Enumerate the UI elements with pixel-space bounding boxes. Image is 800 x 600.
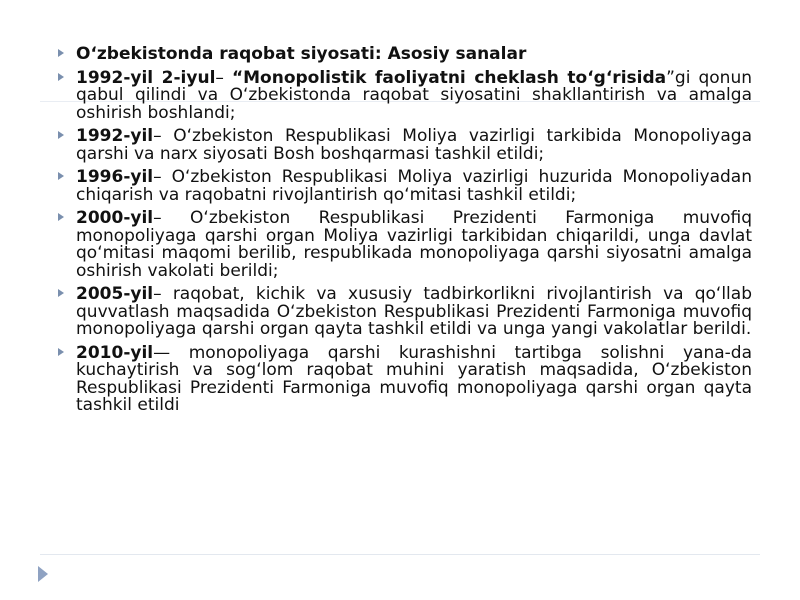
item-separator: — [153,342,189,363]
item-year: 1996-yil [76,167,154,187]
item-year: 1992-yil [76,126,154,146]
slide-title-text: O‘zbekistonda raqobat siyosati: Asosiy sanalar [76,44,527,64]
list-item [58,342,753,415]
item-year: 2010-yil [76,342,154,363]
footer-divider [40,554,760,555]
item-text: monopoliyaga qarshi kurashishni tartibga solishni yana-da kuchaytirish va sog‘lom raqobat muhini yaratish maqsadida, O‘zbekiston Respublikasi Prezidenti Farmoniga muvofiq monopoliyaga qarshi organ qayta tashkil etildi [76,342,753,415]
item-separator: – [153,126,174,146]
item-text: O‘zbekiston Respublikasi Moliya vazirligi tarkibida Monopoliyaga qarshi va narx siyosati Bosh boshqarmasi tashkil etildi; [76,126,752,164]
item-text: O‘zbekiston Respublikasi Moliya vazirligi huzurida Monopoliyadan chiqarish va raqobatni rivojlantirish qo‘mitasi tashkil etildi; [76,167,753,205]
item-text: O‘zbekiston Respublikasi Prezidenti Farmoniga muvofiq monopoliyaga qarshi organ Moliya vazirligi tarkibidan chiqarildi, unga davlat qo‘mitasi maqomi berilib, respublikada monopoliyaga qarshi siyosatni amalga oshirish vakolati berildi; [76,208,752,281]
bullet-arrow-icon [58,131,64,139]
bullet-list [58,46,752,421]
item-text: raqobat, kichik va xususiy tadbirkorlikni rivojlantirish va qo‘llab quvvatlash maqsadida O‘zbekiston Respublikasi Prezidenti Farmoniga muvofiq monopoliyaga qarshi organ qayta tashkil etildi va unga yangi vakolatlar berildi. [76,284,752,339]
item-year: 2000-yil [76,208,154,228]
bullet-arrow-icon [58,73,64,81]
list-item [58,210,752,280]
item-separator: – [153,167,172,187]
item-law-name: “Monopolistik faoliyatni cheklash to‘g‘risida [231,67,667,88]
list-item [58,169,752,204]
item-separator: – [153,284,173,304]
bullet-arrow-icon [58,289,64,297]
item-separator: – [153,208,191,228]
bullet-arrow-icon [58,348,64,356]
list-item [58,286,752,339]
item-year: 1992-yil 2-iyul [76,67,216,88]
bullet-arrow-icon [58,172,64,180]
play-arrow-icon[interactable] [38,566,48,582]
list-item [58,128,752,163]
list-item [58,67,752,123]
slide-title [58,46,752,64]
bullet-arrow-icon [58,49,64,57]
item-separator: – [215,67,232,88]
item-year: 2005-yil [76,284,154,304]
item-text: ”gi qonun qabul qilindi va O‘zbekistonda raqobat siyosatini shakllantirish va amalga oshirish boshlandi; [76,67,752,123]
bullet-arrow-icon [58,213,64,221]
